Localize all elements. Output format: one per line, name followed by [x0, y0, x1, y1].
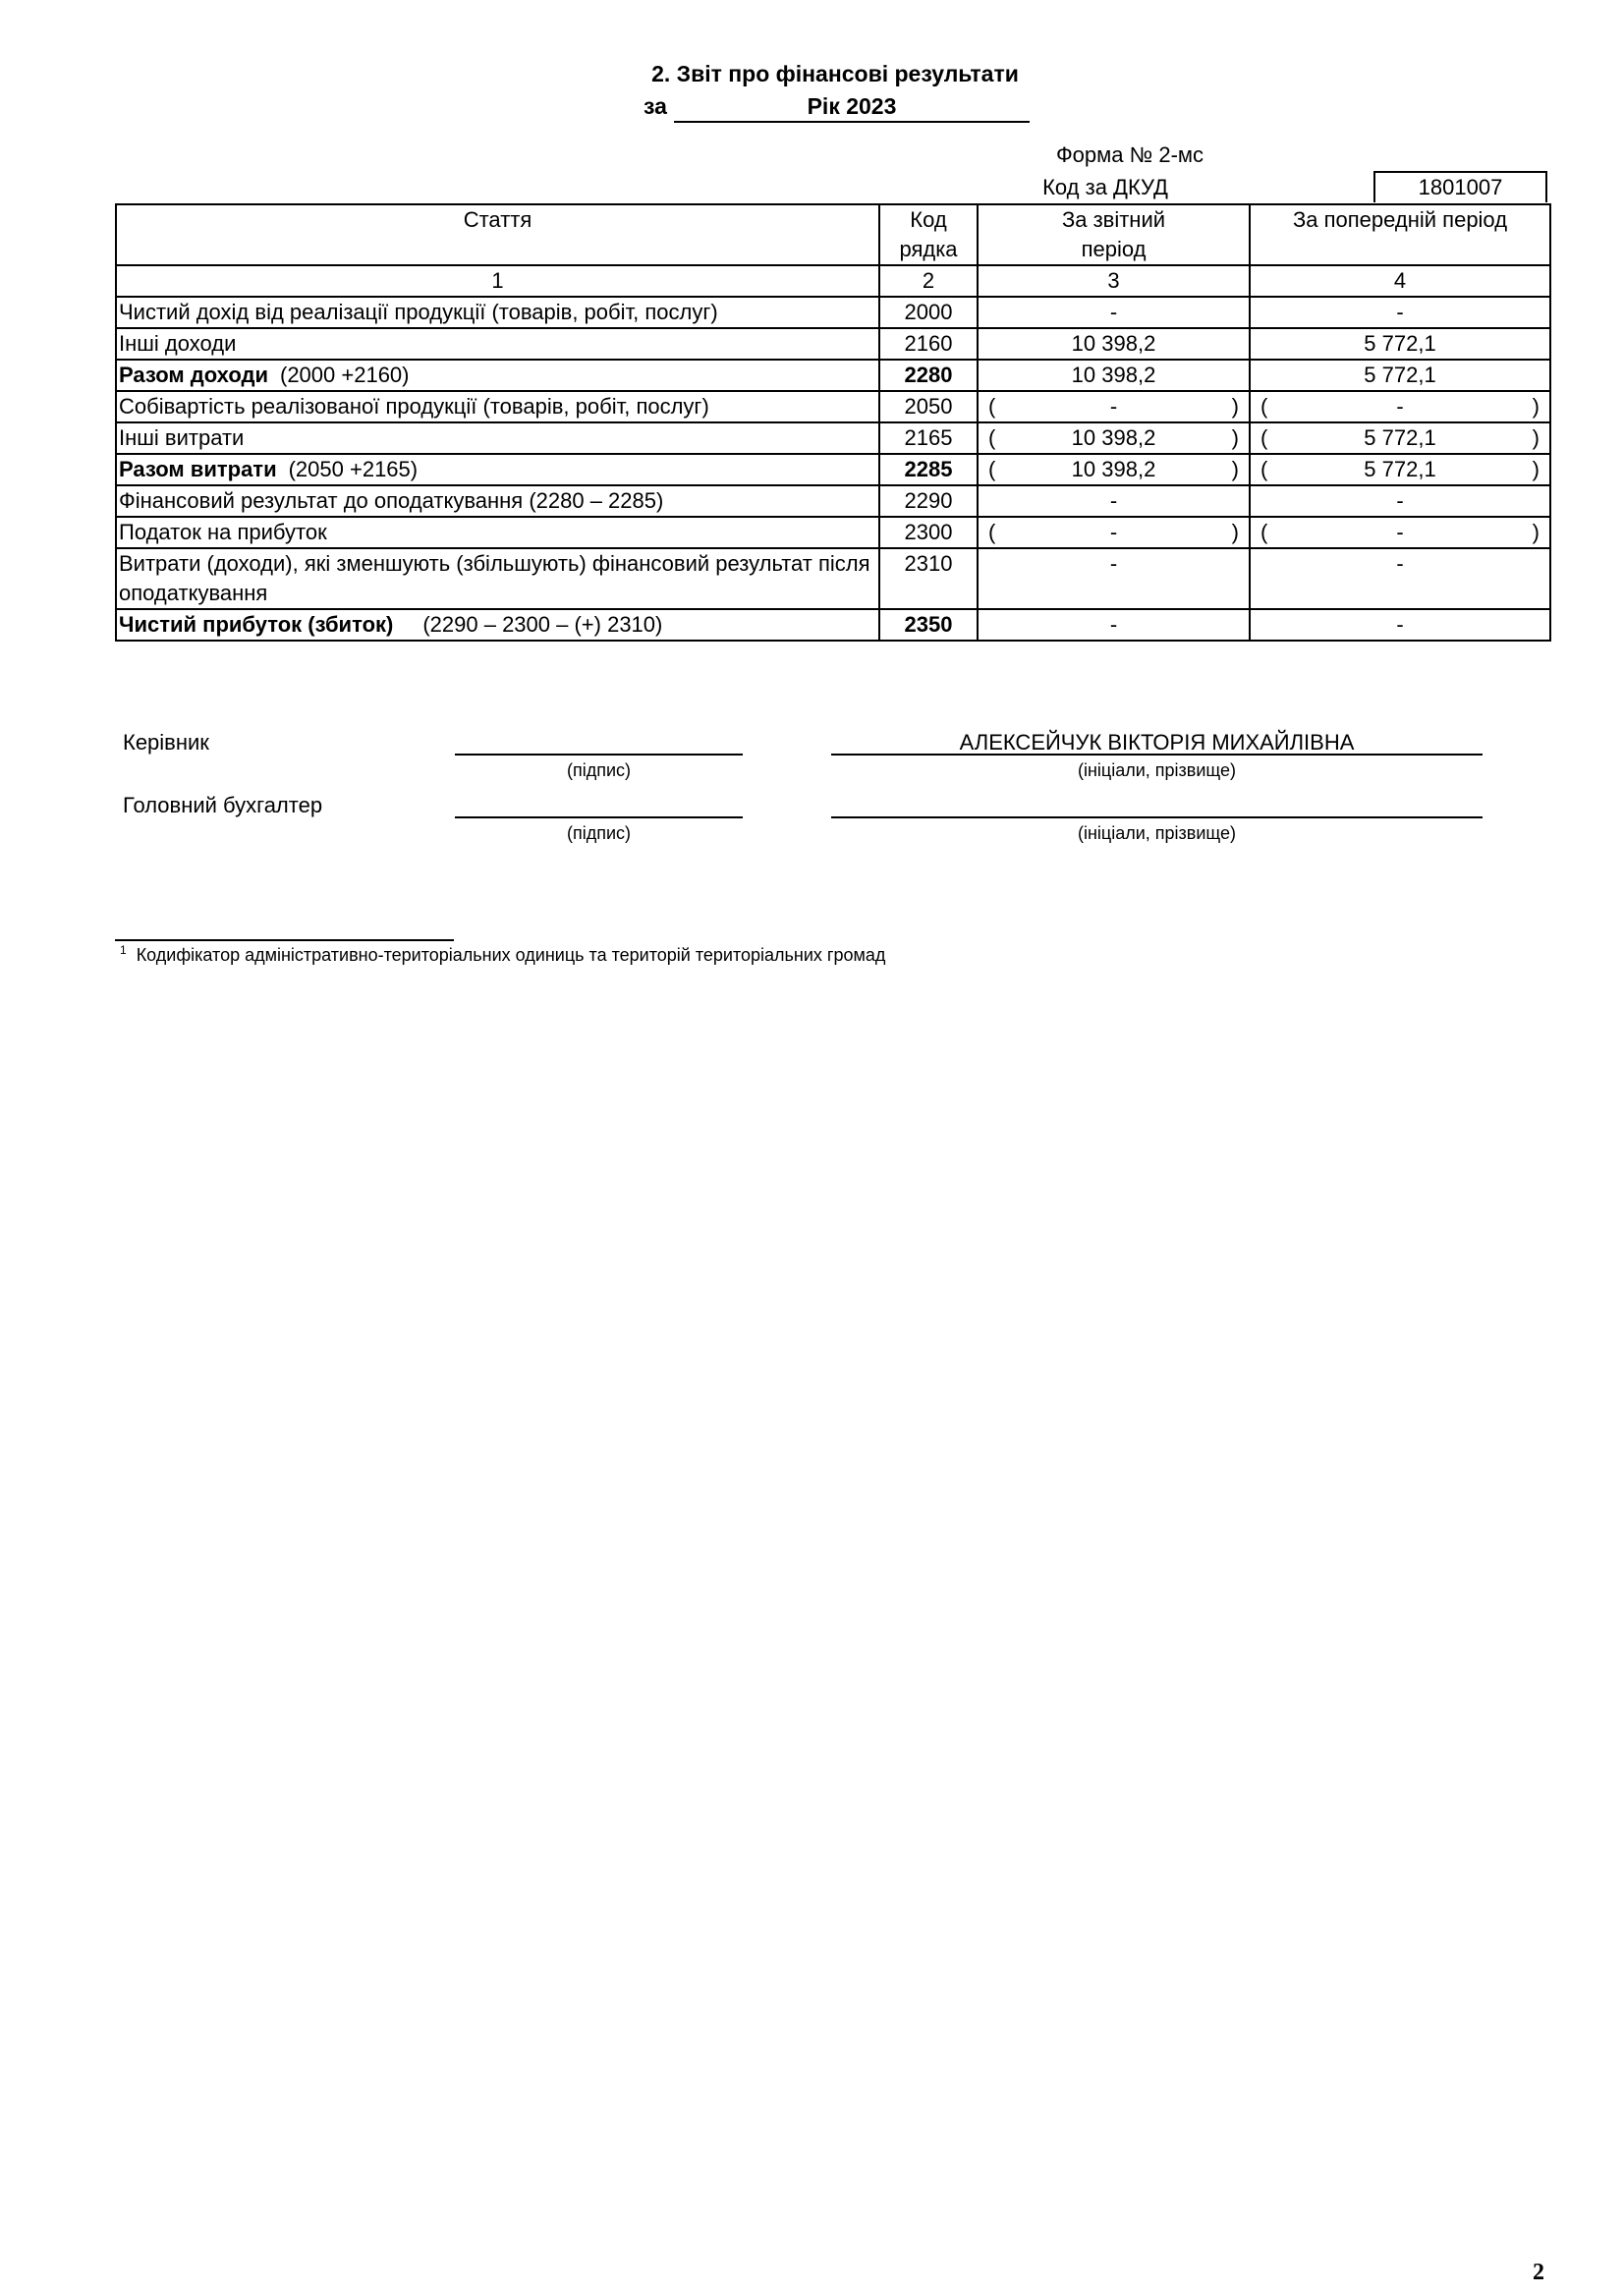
value: 5 772,1: [1364, 425, 1436, 450]
table-row: [116, 297, 1550, 328]
row-code: 2310: [879, 548, 978, 609]
row-label-text: Чистий дохід від реалізації продукції (товарів, робіт, послуг): [119, 300, 718, 324]
row-value-current: 10 398,2: [978, 360, 1250, 391]
paren-close: ): [1532, 394, 1540, 419]
col-header-previous: За попередній період: [1250, 204, 1550, 265]
paren-close: ): [1231, 520, 1239, 544]
director-signature-line: [455, 754, 743, 756]
row-value-previous: [1250, 517, 1550, 548]
director-name: АЛЕКСЕЙЧУК ВІКТОРІЯ МИХАЙЛІВНА: [959, 730, 1355, 755]
footnote-marker: 1: [120, 943, 127, 957]
paren-wrapper: [979, 392, 1249, 421]
paren-open: (: [1260, 457, 1268, 481]
row-code: 2160: [879, 328, 978, 360]
accountant-label: Головний бухгалтер: [123, 793, 323, 817]
row-value-current: [978, 517, 1250, 548]
col-number: 3: [978, 265, 1250, 297]
dkud-label: Код за ДКУД: [1042, 175, 1168, 199]
footnote-separator: [115, 939, 454, 941]
row-value-current: 10 398,2: [978, 328, 1250, 360]
paren-wrapper: [979, 518, 1249, 547]
paren-open: (: [988, 457, 996, 481]
row-label-text: Витрати (доходи), які зменшують (збільшують) фінансовий результат після оподаткування: [119, 551, 870, 605]
row-label: [116, 548, 879, 609]
paren-wrapper: [979, 423, 1249, 453]
paren-wrapper: [979, 455, 1249, 484]
table-row: [116, 485, 1550, 517]
paren-wrapper: [1251, 423, 1549, 453]
row-label-text: Інші витрати: [119, 425, 245, 450]
table-row: [116, 454, 1550, 485]
report-title: 2. Звіт про фінансові результати: [651, 61, 1019, 86]
row-value-previous: -: [1250, 297, 1550, 328]
row-label: [116, 391, 879, 422]
page-number: 2: [1533, 2260, 1544, 2285]
row-label-text: Собівартість реалізованої продукції (товарів, робіт, послуг): [119, 394, 709, 419]
row-value-previous: 5 772,1: [1250, 360, 1550, 391]
period-prefix: за: [644, 93, 667, 119]
row-label-text: Чистий прибуток (збиток): [119, 612, 394, 637]
col-number: 4: [1250, 265, 1550, 297]
table-row: [116, 548, 1550, 609]
value: -: [1109, 394, 1118, 419]
row-value-previous: -: [1250, 548, 1550, 609]
row-code: 2000: [879, 297, 978, 328]
col-header-article: Стаття: [116, 204, 879, 265]
paren-close: ): [1231, 425, 1239, 450]
accountant-signature-caption: (підпис): [566, 823, 632, 843]
row-code: 2300: [879, 517, 978, 548]
paren-wrapper: [1251, 392, 1549, 421]
row-value-current: -: [978, 485, 1250, 517]
value: 10 398,2: [1071, 457, 1156, 481]
paren-close: ): [1231, 457, 1239, 481]
paren-close: ): [1532, 425, 1540, 450]
row-value-previous: [1250, 422, 1550, 454]
financial-results-table: [115, 203, 1551, 642]
paren-close: ): [1532, 457, 1540, 481]
director-label: Керівник: [123, 730, 209, 755]
footnote-text: Кодифікатор адміністративно-територіальних одиниць та територій територіальних громад: [136, 945, 886, 965]
paren-close: ): [1231, 394, 1239, 419]
row-label-text: Разом доходи: [119, 363, 268, 387]
paren-open: (: [1260, 394, 1268, 419]
row-code: 2350: [879, 609, 978, 641]
value: -: [1396, 394, 1404, 419]
paren-open: (: [1260, 425, 1268, 450]
director-signature-caption: (підпис): [566, 760, 632, 780]
form-number: Форма № 2-мс: [1055, 142, 1204, 167]
col-header-code: Код рядка: [879, 204, 978, 265]
value: 5 772,1: [1364, 457, 1436, 481]
table-row: [116, 328, 1550, 360]
row-value-current: -: [978, 548, 1250, 609]
row-label: [116, 328, 879, 360]
col-header-current: За звітний період: [978, 204, 1250, 265]
column-number-row: [116, 265, 1550, 297]
accountant-signature-line: [455, 816, 743, 818]
report-period: Рік 2023: [674, 93, 1030, 123]
paren-wrapper: [1251, 455, 1549, 484]
accountant-name-caption: (ініціали, прізвище): [1077, 823, 1237, 843]
table-row: [116, 360, 1550, 391]
row-code: 2280: [879, 360, 978, 391]
accountant-name-line: [831, 816, 1483, 818]
table-row: [116, 391, 1550, 422]
paren-wrapper: [1251, 518, 1549, 547]
table-row: [116, 517, 1550, 548]
row-value-current: [978, 422, 1250, 454]
row-formula: (2000 +2160): [280, 363, 410, 387]
row-value-previous: -: [1250, 609, 1550, 641]
row-value-current: [978, 391, 1250, 422]
row-value-previous: -: [1250, 485, 1550, 517]
paren-open: (: [988, 520, 996, 544]
row-formula: (2290 – 2300 – (+) 2310): [422, 612, 663, 637]
table-row: [116, 422, 1550, 454]
value: 10 398,2: [1071, 425, 1156, 450]
row-code: 2165: [879, 422, 978, 454]
row-label-text: Фінансовий результат до оподаткування (2280 – 2285): [119, 488, 664, 513]
row-label: [116, 360, 879, 391]
row-code: 2285: [879, 454, 978, 485]
paren-open: (: [988, 394, 996, 419]
row-value-current: -: [978, 609, 1250, 641]
row-code: 2050: [879, 391, 978, 422]
row-label: [116, 609, 879, 641]
row-value-previous: [1250, 391, 1550, 422]
table-row: [116, 609, 1550, 641]
row-label: [116, 485, 879, 517]
row-label-text: Інші доходи: [119, 331, 237, 356]
table-header-row: [116, 204, 1550, 265]
paren-close: ): [1532, 520, 1540, 544]
director-name-line: [831, 754, 1483, 756]
director-name-caption: (ініціали, прізвище): [1077, 760, 1237, 780]
col-number: 2: [879, 265, 978, 297]
row-code: 2290: [879, 485, 978, 517]
paren-open: (: [988, 425, 996, 450]
row-value-previous: [1250, 454, 1550, 485]
paren-open: (: [1260, 520, 1268, 544]
row-label: [116, 297, 879, 328]
row-label-text: Разом витрати: [119, 457, 277, 481]
row-value-current: [978, 454, 1250, 485]
value: -: [1396, 520, 1404, 544]
row-label: [116, 517, 879, 548]
row-label: [116, 422, 879, 454]
row-value-current: -: [978, 297, 1250, 328]
row-label-text: Податок на прибуток: [119, 520, 327, 544]
dkud-code: 1801007: [1373, 171, 1547, 202]
col-number: 1: [116, 265, 879, 297]
row-formula: (2050 +2165): [288, 457, 419, 481]
row-value-previous: 5 772,1: [1250, 328, 1550, 360]
value: -: [1109, 520, 1118, 544]
row-label: [116, 454, 879, 485]
footnote: [120, 943, 885, 966]
